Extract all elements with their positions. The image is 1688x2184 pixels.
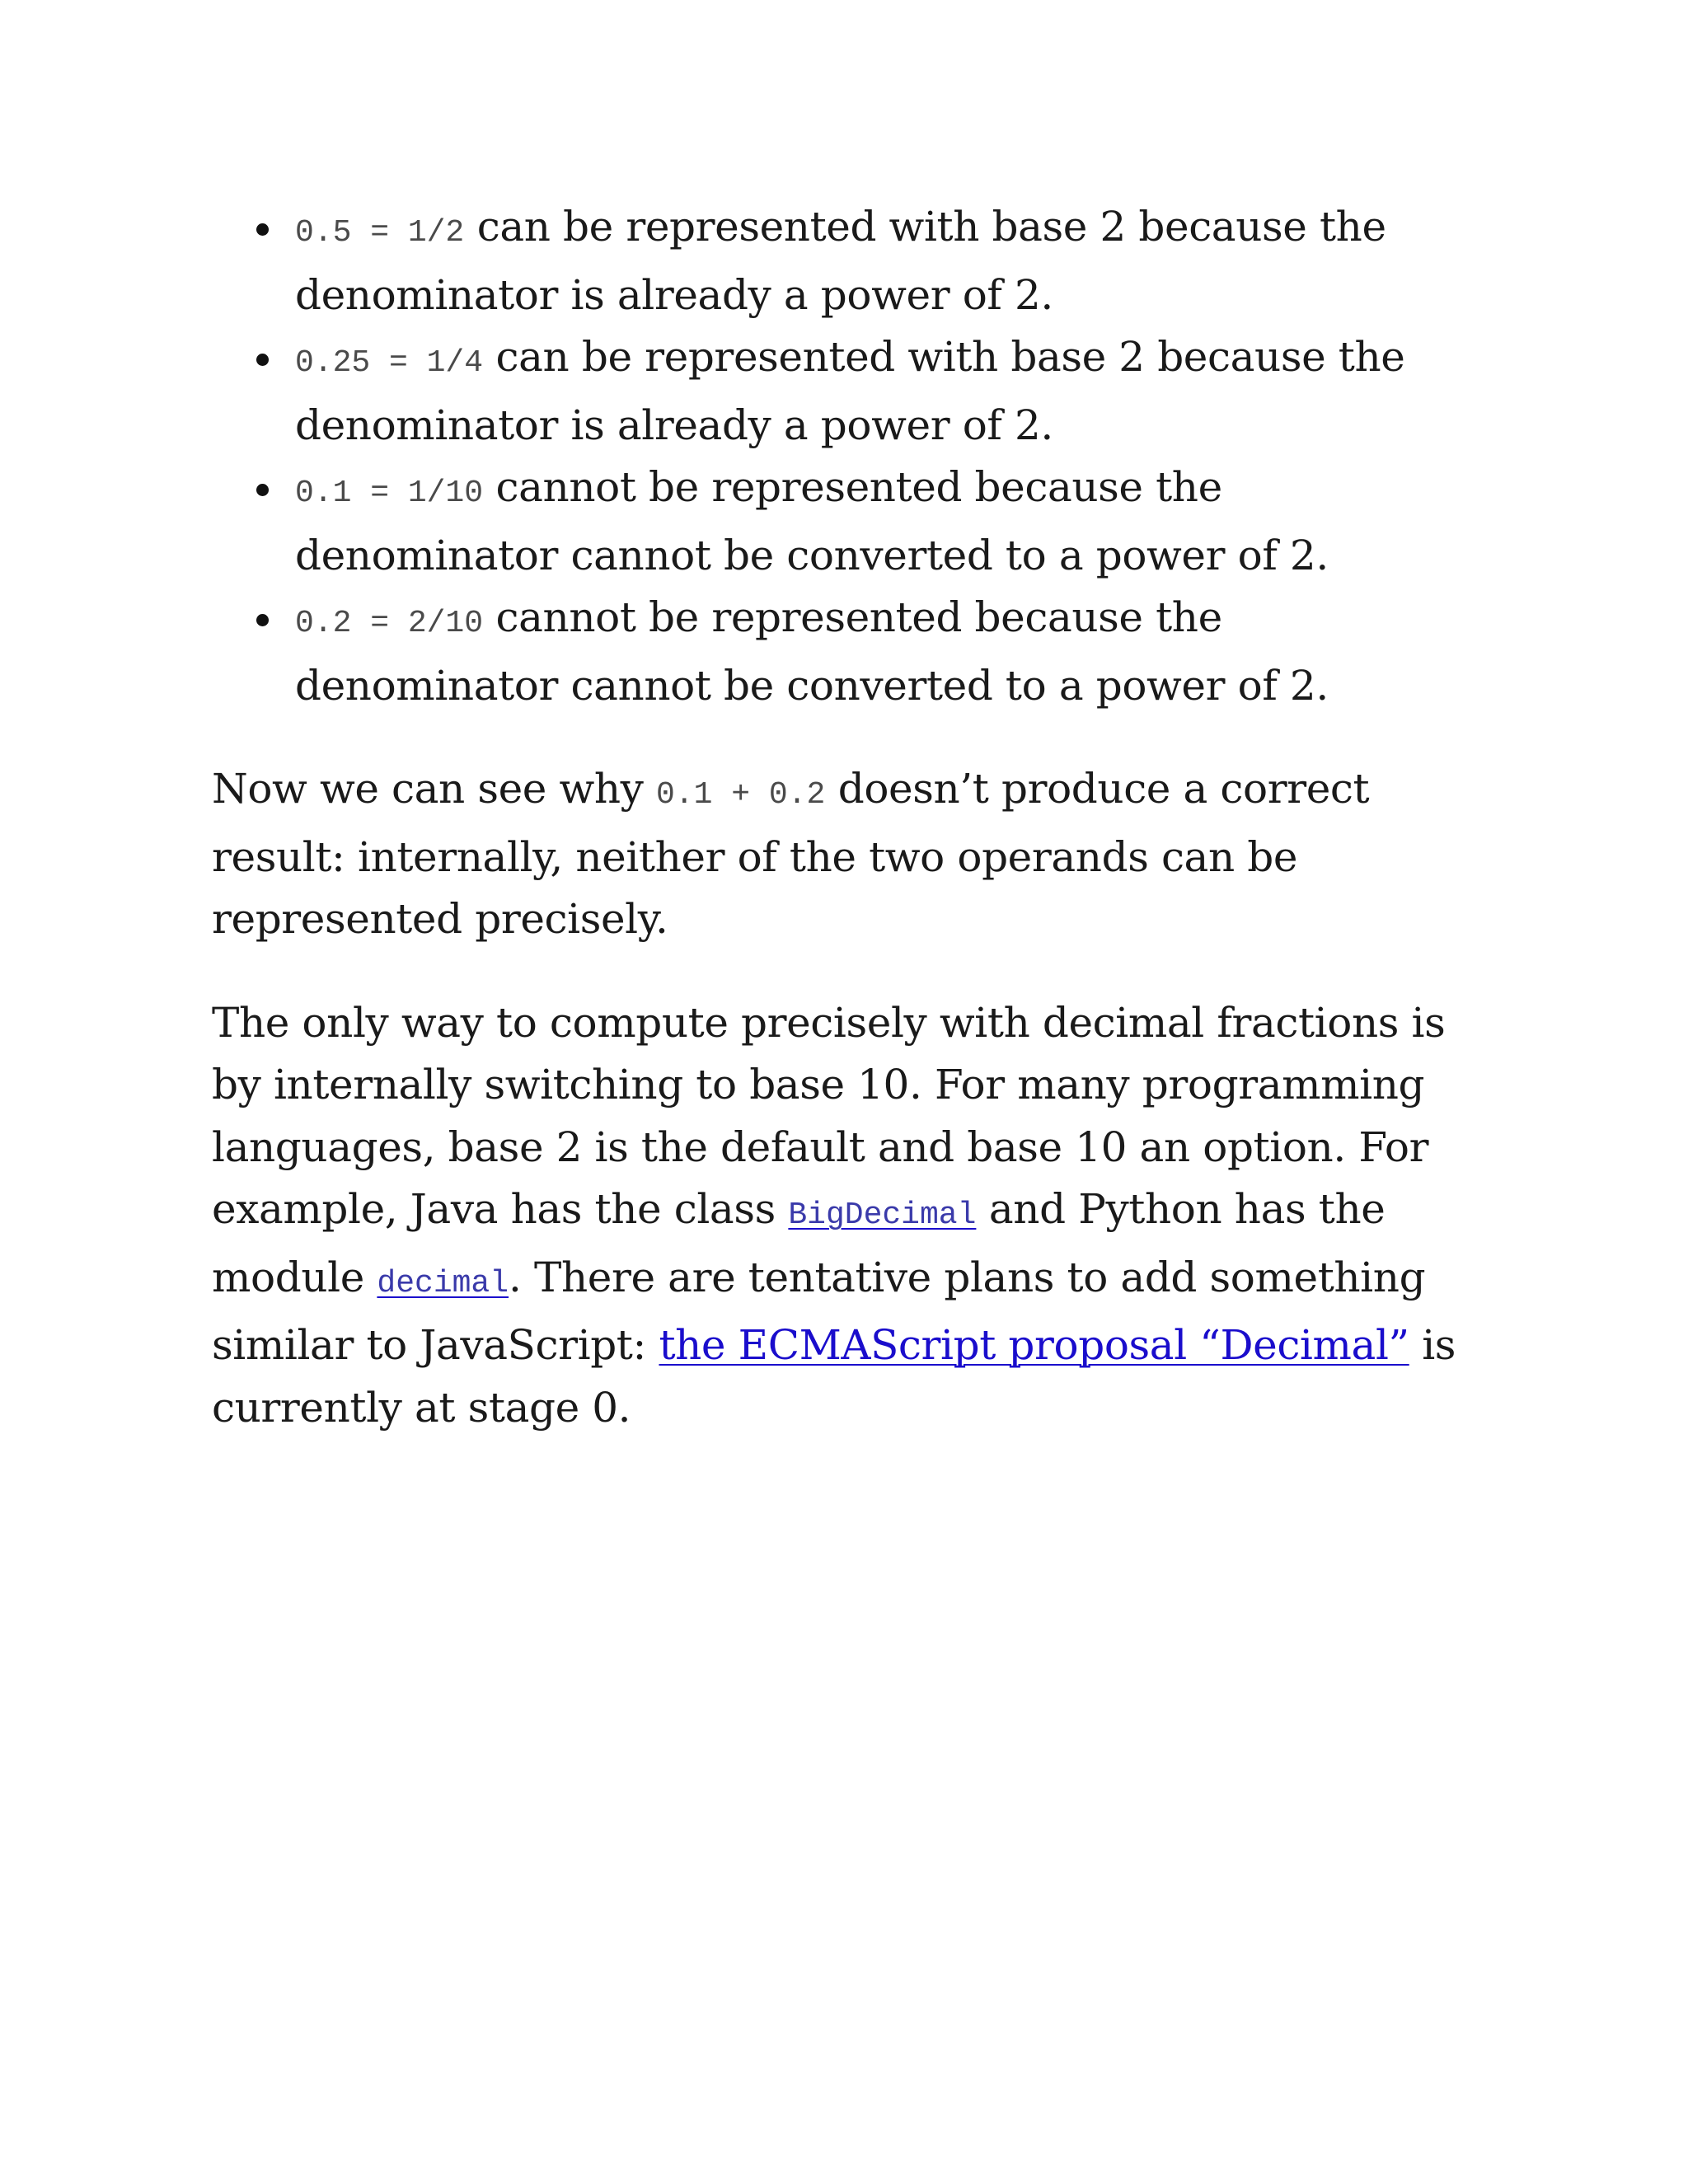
paragraph-decimal xyxy=(212,992,1498,1440)
paragraph-text: Now we can see why xyxy=(212,765,657,813)
list-item xyxy=(212,457,1498,587)
inline-code: 0.1 + 0.2 xyxy=(656,777,826,813)
link-code: BigDecimal xyxy=(788,1197,977,1233)
inline-code: 0.25 = 1/4 xyxy=(295,345,484,381)
paragraph-text: doesn’t produce a correct result: internally, neither of the two operands can be represented precisely. xyxy=(212,765,1370,943)
list-item-text: can be represented with base 2 because the denominator is already a power of 2. xyxy=(295,333,1405,449)
decimal-module-link[interactable] xyxy=(377,1254,509,1301)
page-content xyxy=(212,196,1498,1439)
list-item-text: cannot be represented because the denominator cannot be converted to a power of 2. xyxy=(295,463,1329,579)
bullet-icon xyxy=(256,354,269,366)
list-item xyxy=(212,326,1498,457)
ecmascript-decimal-proposal-link[interactable]: the ECMAScript proposal “Decimal” xyxy=(659,1321,1409,1369)
bullet-icon xyxy=(256,223,269,236)
inline-code: 0.1 = 1/10 xyxy=(295,476,484,511)
bigdecimal-link[interactable] xyxy=(788,1185,976,1233)
paragraph-text: . There are tentative plans to add something similar to JavaScript: xyxy=(212,1253,1426,1369)
bullet-list xyxy=(212,196,1498,717)
inline-code: 0.5 = 1/2 xyxy=(295,215,465,251)
list-item-text: cannot be represented because the denominator cannot be converted to a power of 2. xyxy=(295,593,1329,710)
inline-code: 0.2 = 2/10 xyxy=(295,606,484,641)
list-item xyxy=(212,196,1498,326)
link-code: decimal xyxy=(377,1265,509,1301)
list-item-text: can be represented with base 2 because the denominator is already a power of 2. xyxy=(295,203,1386,319)
paragraph-text: is currently at stage 0. xyxy=(212,1321,1456,1432)
paragraph-operands xyxy=(212,758,1498,951)
paragraph-text: The only way to compute precisely with decimal fractions is by internally switching to base 10. For many programming languages, base 2 is the default and base 10 an option. For example, Java has the class xyxy=(212,998,1446,1233)
bullet-icon xyxy=(256,614,269,626)
list-item xyxy=(212,587,1498,717)
bullet-icon xyxy=(256,484,269,496)
paragraph-text: and Python has the module xyxy=(212,1185,1386,1301)
